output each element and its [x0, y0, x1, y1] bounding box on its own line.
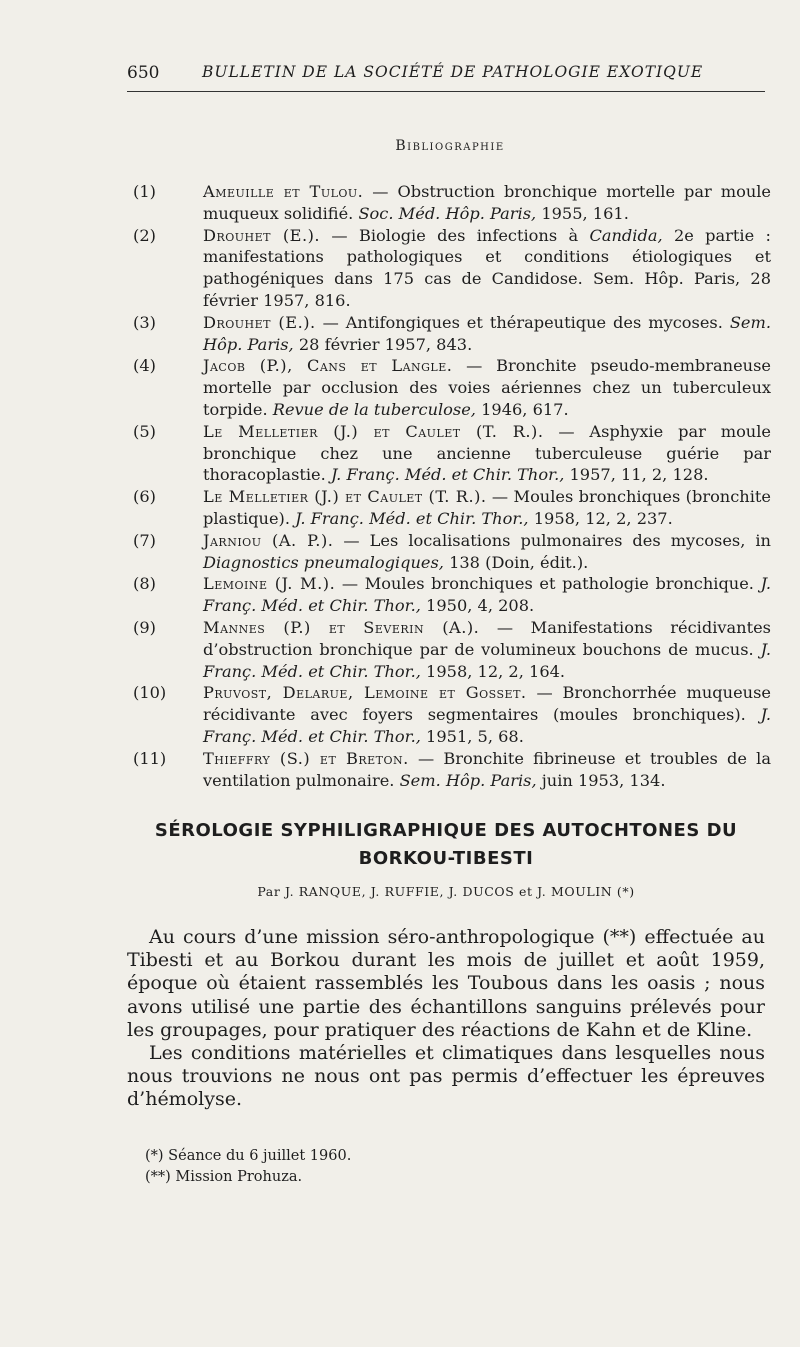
reference-details: 1957, 11, 2, 128. — [564, 465, 709, 485]
reference-item — [133, 181, 771, 225]
reference-item — [133, 682, 771, 747]
reference-list — [133, 181, 771, 791]
reference-text: — Obstruction bronchique mortelle par moule muqueux solidifié. — [203, 182, 772, 223]
reference-source: Diagnostics pneumalogiques, — [203, 552, 444, 572]
reference-number: (5) — [133, 421, 156, 441]
reference-authors: Jarniou (A. P.). — [203, 530, 334, 550]
reference-details: 1958, 12, 2, 164. — [420, 661, 566, 681]
reference-source: Sem. Hôp. Paris, — [399, 770, 537, 790]
reference-authors: Lemoine (J. M.). — [203, 574, 336, 594]
footnote: (*) Séance du 6 juillet 1960. — [145, 1148, 352, 1164]
reference-authors: Drouhet (E.). — [203, 225, 321, 245]
reference-number: (7) — [133, 530, 156, 550]
reference-item — [133, 225, 771, 312]
reference-details: 1955, 161. — [536, 203, 629, 223]
reference-number: (8) — [133, 574, 156, 594]
article-authors: Par J. RANQUE, J. RUFFIE, J. DUCOS et J. MOULIN (*) — [257, 884, 635, 899]
reference-text: — Biologie des infections à — [320, 225, 590, 245]
journal-title: BULLETIN DE LA SOCIÉTÉ DE PATHOLOGIE EXOTIQUE — [202, 63, 704, 81]
reference-authors: Pruvost, Delarue, Lemoine et Gosset. — [203, 683, 527, 703]
reference-authors: Drouhet (E.). — [203, 312, 316, 332]
reference-source: Candida, — [589, 225, 663, 245]
bibliography-heading: Bibliographie — [395, 138, 505, 154]
reference-authors: Thieffry (S.) et Breton. — [203, 748, 409, 768]
reference-number: (9) — [133, 617, 156, 637]
reference-number: (10) — [133, 683, 167, 703]
reference-number: (11) — [133, 748, 167, 768]
reference-details: 1946, 617. — [475, 399, 569, 419]
reference-authors: Le Melletier (J.) et Caulet (T. R.). — [203, 487, 487, 507]
reference-item — [133, 312, 771, 356]
reference-number: (2) — [133, 225, 156, 245]
reference-source: Soc. Méd. Hôp. Paris, — [358, 203, 537, 223]
footnotes — [145, 1146, 351, 1188]
reference-source: J. Franç. Méd. et Chir. Thor., — [203, 574, 771, 616]
reference-text: — Moules bronchiques et pathologie bronchique. — [335, 574, 761, 594]
reference-details: 28 février 1957, 843. — [293, 334, 473, 354]
reference-item — [133, 617, 771, 682]
reference-item — [133, 748, 771, 792]
reference-item — [133, 573, 771, 617]
header-rule — [127, 91, 765, 92]
reference-authors: Mannes (P.) et Severin (A.). — [203, 617, 480, 637]
reference-text: — Les localisations pulmonaires des mycoses, in — [333, 530, 771, 550]
reference-text: — Bronchorrhée muqueuse récidivante avec foyers segmentaires (moules bronchiques). — [203, 683, 771, 725]
paragraph: Au cours d’une mission séro-anthropologique (**) effectuée au Tibesti et au Borkou durant les mois de juillet et août 1959, époque où étaient rassemblés les Toubous dans les oasis ; nous avons utilisé une partie des échantillons sanguins prélevés pour les groupages, pour pratiquer des réactions de Kahn et de Kline. — [127, 926, 765, 1041]
reference-number: (1) — [133, 182, 156, 201]
reference-source: Revue de la tuberculose, — [272, 399, 476, 419]
footnote: (**) Mission Prohuza. — [145, 1169, 303, 1185]
reference-details: 138 (Doin, édit.). — [443, 552, 589, 572]
reference-item — [133, 530, 771, 574]
reference-source: Sem. Hôp. Paris, — [203, 312, 771, 354]
reference-details: juin 1953, 134. — [536, 770, 666, 790]
reference-source: J. Franç. Méd. et Chir. Thor., — [295, 508, 529, 528]
reference-source: J. Franç. Méd. et Chir. Thor., — [203, 639, 771, 681]
reference-text: — Moules bronchiques (bronchite plastique). — [203, 487, 771, 528]
reference-details: 2e partie : manifestations pathologiques et conditions étiologiques et pathogéniques dans 175 cas de Candidose. Sem. Hôp. Paris, 28 février 1957, 816. — [203, 225, 771, 310]
reference-text: — Bronchite fibrineuse et troubles de la ventilation pulmonaire. — [203, 748, 771, 790]
reference-item — [133, 355, 771, 420]
page-number: 650 — [127, 63, 160, 83]
article-title: SÉROLOGIE SYPHILIGRAPHIQUE DES AUTOCHTONES DU BORKOU-TIBESTI — [154, 820, 738, 869]
reference-authors: Ameuille et Tulou. — [203, 182, 364, 201]
reference-details: 1958, 12, 2, 237. — [528, 508, 673, 528]
reference-item — [133, 421, 771, 486]
reference-number: (4) — [133, 356, 156, 376]
reference-text: — Bronchite pseudo-membraneuse mortelle par occlusion des voies aériennes chez un tuberculeux torpide. — [203, 356, 771, 419]
reference-details: 1950, 4, 208. — [420, 596, 535, 616]
reference-text: — Manifestations récidivantes d’obstruction bronchique par de volumineux bouchons de mucus. — [203, 617, 771, 659]
reference-item — [133, 486, 771, 530]
paragraph: Les conditions matérielles et climatiques dans lesquelles nous nous trouvions ne nous ont pas permis d’effectuer les épreuves d’hémolyse. — [127, 1042, 765, 1111]
reference-authors: Jacob (P.), Cans et Langle. — [203, 356, 453, 376]
reference-text: — Asphyxie par moule bronchique chez une ancienne tuberculeuse guérie par thoracoplastie. — [203, 421, 771, 485]
reference-details: 1951, 5, 68. — [420, 726, 524, 746]
reference-number: (6) — [133, 487, 156, 507]
article-body — [127, 926, 765, 1112]
reference-text: — Antifongiques et thérapeutique des mycoses. — [315, 312, 730, 332]
page-header — [127, 60, 765, 90]
reference-source: J. Franç. Méd. et Chir. Thor., — [203, 705, 771, 746]
reference-source: J. Franç. Méd. et Chir. Thor., — [330, 465, 565, 485]
reference-number: (3) — [133, 312, 156, 332]
reference-authors: Le Melletier (J.) et Caulet (T. R.). — [203, 421, 544, 441]
